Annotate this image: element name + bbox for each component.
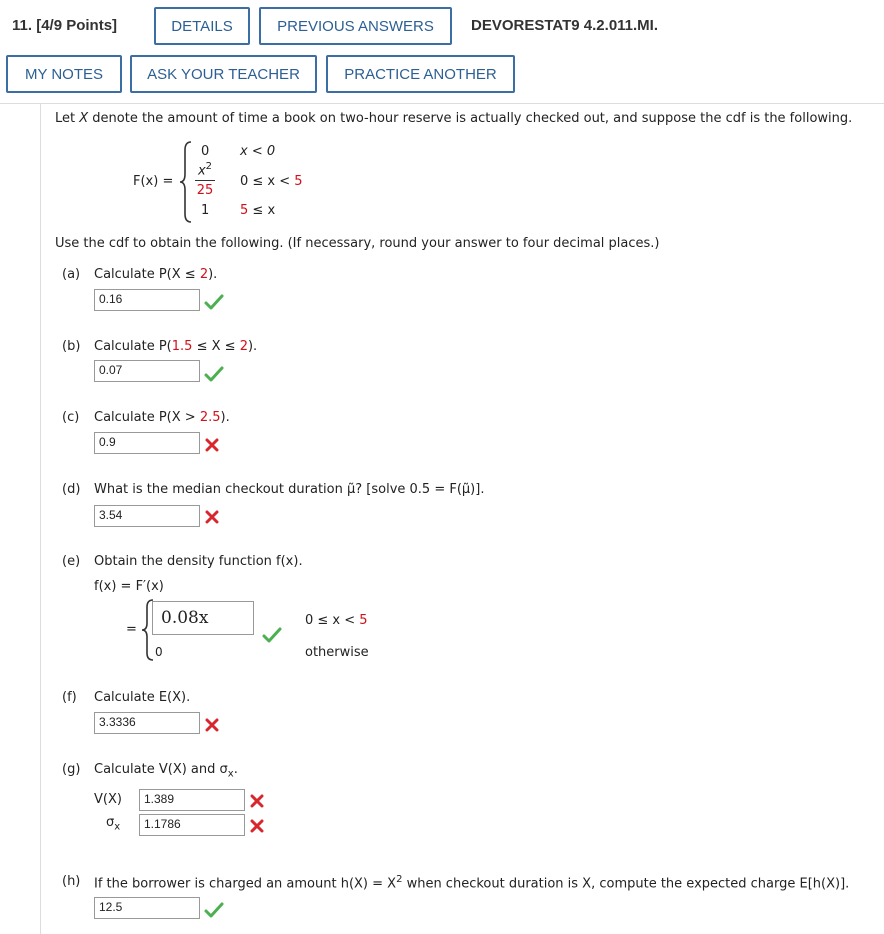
- part-d-answer-field[interactable]: 3.54: [94, 505, 200, 527]
- cdf-case3-value: 1: [201, 203, 210, 218]
- part-d-question: What is the median checkout duration μ̃? [solve 0.5 = F(μ̃)].: [94, 482, 485, 497]
- question-title: 11. [4/9 Points]: [12, 17, 118, 34]
- part-e-derivative-line: f(x) = F′(x): [94, 579, 164, 594]
- cdf-case2-numerator: $x^2$: [197, 161, 213, 179]
- cdf-label: F(x) =: [133, 174, 174, 189]
- part-c-answer-field[interactable]: 0.9: [94, 432, 200, 454]
- ask-your-teacher-button[interactable]: ASK YOUR TEACHER: [130, 55, 317, 93]
- part-a-question: Calculate P(X ≤ 2).: [94, 267, 218, 282]
- part-g-variance-label: V(X): [94, 792, 122, 807]
- left-brace-icon: [178, 140, 194, 224]
- part-b-question: Calculate P(1.5 ≤ X ≤ 2).: [94, 339, 258, 354]
- part-g-variance-field[interactable]: 1.389: [139, 789, 245, 811]
- part-e-density-field[interactable]: 0.08x: [152, 601, 254, 635]
- part-c-question: Calculate P(X > 2.5).: [94, 410, 230, 425]
- correct-check-icon: [204, 294, 224, 310]
- part-g-sigma-field[interactable]: 1.1786: [139, 814, 245, 836]
- part-f-answer-field[interactable]: 3.3336: [94, 712, 200, 734]
- part-g-question: Calculate V(X) and $\sigma_x$.: [94, 762, 238, 780]
- part-b-letter: (b): [62, 339, 81, 354]
- part-e-zero-value: 0: [155, 645, 163, 659]
- incorrect-x-icon: [250, 819, 264, 833]
- part-g-sigma-label: $\sigma_x$: [106, 815, 121, 833]
- cdf-case2-condition: 0 ≤ x < 5: [240, 174, 303, 189]
- correct-check-icon: [262, 627, 282, 643]
- part-h-question: If the borrower is charged an amount $h(X) = X^2$ when checkout duration is X, compute the expected charge E[h(X)].: [94, 874, 850, 892]
- part-e-letter: (e): [62, 554, 81, 569]
- fraction-bar: [195, 180, 215, 181]
- correct-check-icon: [204, 366, 224, 382]
- part-h-answer-field[interactable]: 12.5: [94, 897, 200, 919]
- instruction-text: Use the cdf to obtain the following. (If necessary, round your answer to four decimal places.): [55, 236, 660, 251]
- question-header: [0, 0, 884, 104]
- part-g-letter: (g): [62, 762, 81, 777]
- part-e-question: Obtain the density function f(x).: [94, 554, 303, 569]
- my-notes-button[interactable]: MY NOTES: [6, 55, 122, 93]
- part-b-answer-field[interactable]: 0.07: [94, 360, 200, 382]
- previous-answers-button[interactable]: PREVIOUS ANSWERS: [259, 7, 452, 45]
- incorrect-x-icon: [205, 438, 219, 452]
- problem-intro: Let X denote the amount of time a book on two-hour reserve is actually checked out, and suppose the cdf is the following.: [55, 111, 853, 126]
- cdf-case3-condition: 5 ≤ x: [240, 203, 276, 218]
- part-d-letter: (d): [62, 482, 81, 497]
- incorrect-x-icon: [205, 510, 219, 524]
- assignment-code: DEVORESTAT9 4.2.011.MI.: [471, 17, 659, 34]
- part-e-otherwise: otherwise: [305, 645, 369, 660]
- practice-another-button[interactable]: PRACTICE ANOTHER: [326, 55, 515, 93]
- part-e-equals: =: [126, 622, 137, 637]
- incorrect-x-icon: [205, 718, 219, 732]
- part-a-answer-field[interactable]: 0.16: [94, 289, 200, 311]
- part-c-letter: (c): [62, 410, 80, 425]
- part-e-condition: 0 ≤ x < 5: [305, 613, 368, 628]
- cdf-case2-denominator: 25: [196, 183, 214, 198]
- part-a-letter: (a): [62, 267, 81, 282]
- incorrect-x-icon: [250, 794, 264, 808]
- cdf-case1-value: 0: [201, 144, 210, 159]
- cdf-case1-condition: x < 0: [240, 144, 276, 159]
- part-f-letter: (f): [62, 690, 77, 705]
- correct-check-icon: [204, 902, 224, 918]
- part-h-letter: (h): [62, 874, 81, 889]
- details-button[interactable]: DETAILS: [154, 7, 250, 45]
- content-left-border: [40, 104, 41, 934]
- part-f-question: Calculate E(X).: [94, 690, 191, 705]
